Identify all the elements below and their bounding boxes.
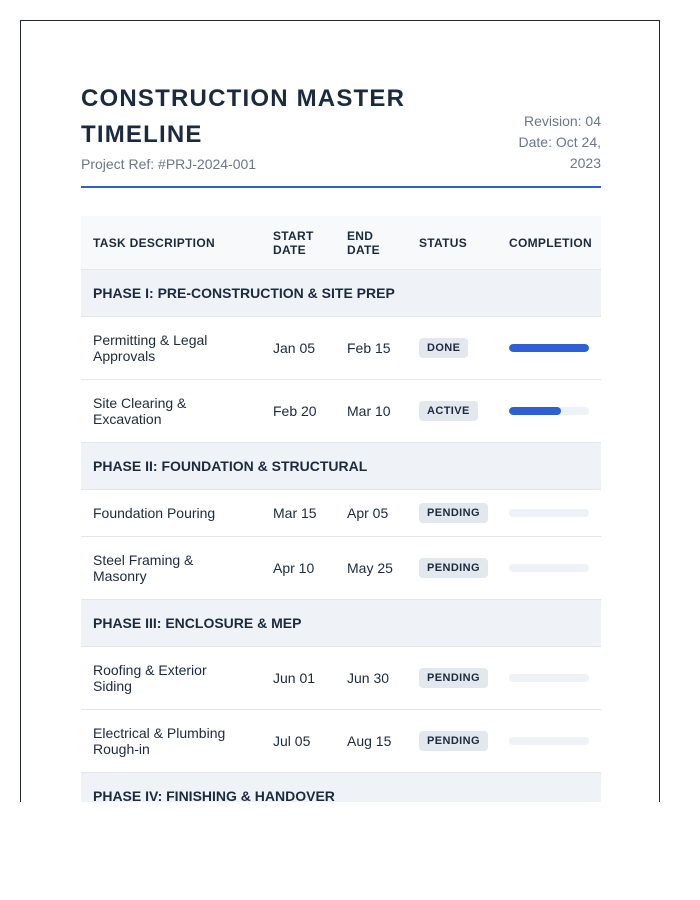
start-date: Jul 05 (273, 733, 311, 749)
header-end-date: END DATE (347, 228, 380, 257)
completion-progress-bar (509, 509, 589, 517)
table-row (81, 490, 601, 537)
start-date: Feb 20 (273, 403, 317, 419)
end-date: Mar 10 (347, 403, 391, 419)
status-badge: PENDING (419, 731, 488, 751)
table-row (81, 537, 601, 600)
completion-progress-bar (509, 674, 589, 682)
end-date: May 25 (347, 560, 393, 576)
status-badge: DONE (419, 338, 468, 358)
completion-progress-fill (509, 407, 561, 415)
completion-cell (509, 380, 589, 442)
status-cell (419, 647, 488, 709)
completion-progress-fill (509, 344, 589, 352)
task-description: Site Clearing & Excavation (93, 395, 187, 427)
completion-cell (509, 710, 589, 772)
task-description: Roofing & Exterior Siding (93, 662, 207, 694)
status-cell (419, 537, 488, 599)
start-date: Jun 01 (273, 670, 316, 686)
completion-cell (509, 537, 589, 599)
task-description: Foundation Pouring (93, 505, 216, 521)
table-row (81, 647, 601, 710)
revision-label: Revision: 04 (523, 113, 601, 129)
table-body (81, 270, 601, 802)
header-completion: COMPLETION (509, 235, 592, 250)
table-row (81, 380, 601, 443)
header-status: STATUS (419, 235, 468, 250)
start-date: Jan 05 (273, 340, 316, 356)
task-description: Steel Framing & Masonry (93, 552, 194, 584)
status-badge: PENDING (419, 558, 488, 578)
task-description: Electrical & Plumbing Rough-in (93, 725, 226, 757)
completion-progress-bar (509, 344, 589, 352)
completion-progress-bar (509, 737, 589, 745)
phase-header-row: PHASE II: FOUNDATION & STRUCTURAL (81, 443, 601, 490)
completion-cell (509, 490, 589, 536)
status-cell (419, 380, 478, 442)
phase-header-row: PHASE IV: FINISHING & HANDOVER (81, 773, 601, 802)
document-page (20, 20, 660, 802)
document-header (81, 81, 601, 188)
status-cell (419, 710, 488, 772)
table-row (81, 317, 601, 380)
end-date: Feb 15 (347, 340, 391, 356)
completion-progress-bar (509, 407, 589, 415)
header-task-description: TASK DESCRIPTION (93, 235, 215, 250)
document-meta (491, 111, 601, 174)
header-start-date: START DATE (273, 228, 314, 257)
date-label: Date: Oct 24, 2023 (518, 134, 601, 171)
task-description: Permitting & Legal Approvals (93, 332, 208, 364)
status-cell (419, 317, 468, 379)
status-cell (419, 490, 488, 536)
status-badge: PENDING (419, 503, 488, 523)
end-date: Jun 30 (347, 670, 390, 686)
start-date: Mar 15 (273, 505, 317, 521)
project-reference: Project Ref: #PRJ-2024-001 (81, 156, 257, 172)
completion-cell (509, 647, 589, 709)
status-badge: ACTIVE (419, 401, 478, 421)
completion-progress-bar (509, 564, 589, 572)
table-row (81, 710, 601, 773)
document-title: CONSTRUCTION MASTER TIMELINE (81, 85, 406, 148)
end-date: Apr 05 (347, 505, 389, 521)
timeline-table (81, 216, 601, 802)
phase-header-row: PHASE I: PRE-CONSTRUCTION & SITE PREP (81, 270, 601, 317)
end-date: Aug 15 (347, 733, 392, 749)
phase-header-row: PHASE III: ENCLOSURE & MEP (81, 600, 601, 647)
table-header-row (81, 216, 601, 270)
start-date: Apr 10 (273, 560, 315, 576)
completion-cell (509, 317, 589, 379)
status-badge: PENDING (419, 668, 488, 688)
